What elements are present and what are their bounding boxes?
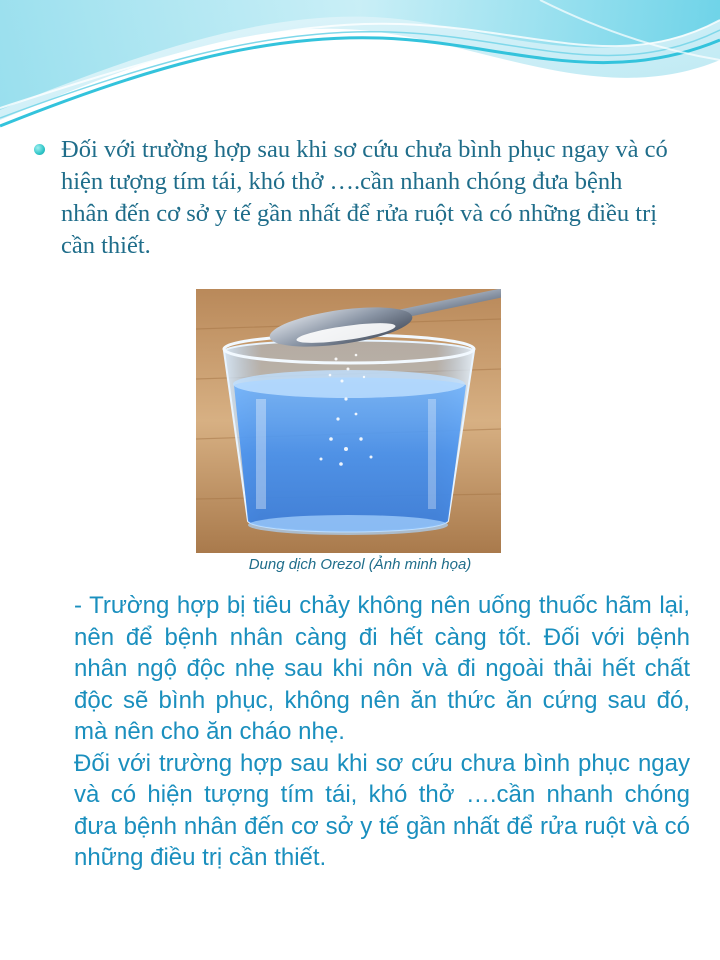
body-paragraph-1: - Trường hợp bị tiêu chảy không nên uống thuốc hãm lại, nên để bệnh nhân càng đi hết càng tốt. Đối với bệnh nhân ngộ độc nhẹ sau khi nôn và đi ngoài thải hết chất độc sẽ bình phục, không nên ăn thức ăn cứng sau đó, mà nên cho ăn cháo nhẹ. [74, 592, 690, 745]
header-wave-decoration [0, 0, 720, 140]
bullet-text: Đối với trường hợp sau khi sơ cứu chưa bình phục ngay và có hiện tượng tím tái, khó thở ….cần nhanh chóng đưa bệnh nhân đến cơ sở y tế gần nhất để rửa ruột và có những điều trị cần thiết. [61, 136, 668, 259]
body-text [74, 590, 690, 874]
bullet-item [34, 134, 674, 262]
bullet-dot-icon [34, 144, 45, 155]
glass-photo [196, 289, 501, 553]
image-caption: Dung dịch Orezol (Ảnh minh họa) [248, 556, 472, 573]
body-paragraph-2: Đối với trường hợp sau khi sơ cứu chưa bình phục ngay và có hiện tượng tím tái, khó thở ….cần nhanh chóng đưa bệnh nhân đến cơ sở y tế gần nhất để rửa ruột và có những điều trị cần thiết. [74, 749, 690, 871]
